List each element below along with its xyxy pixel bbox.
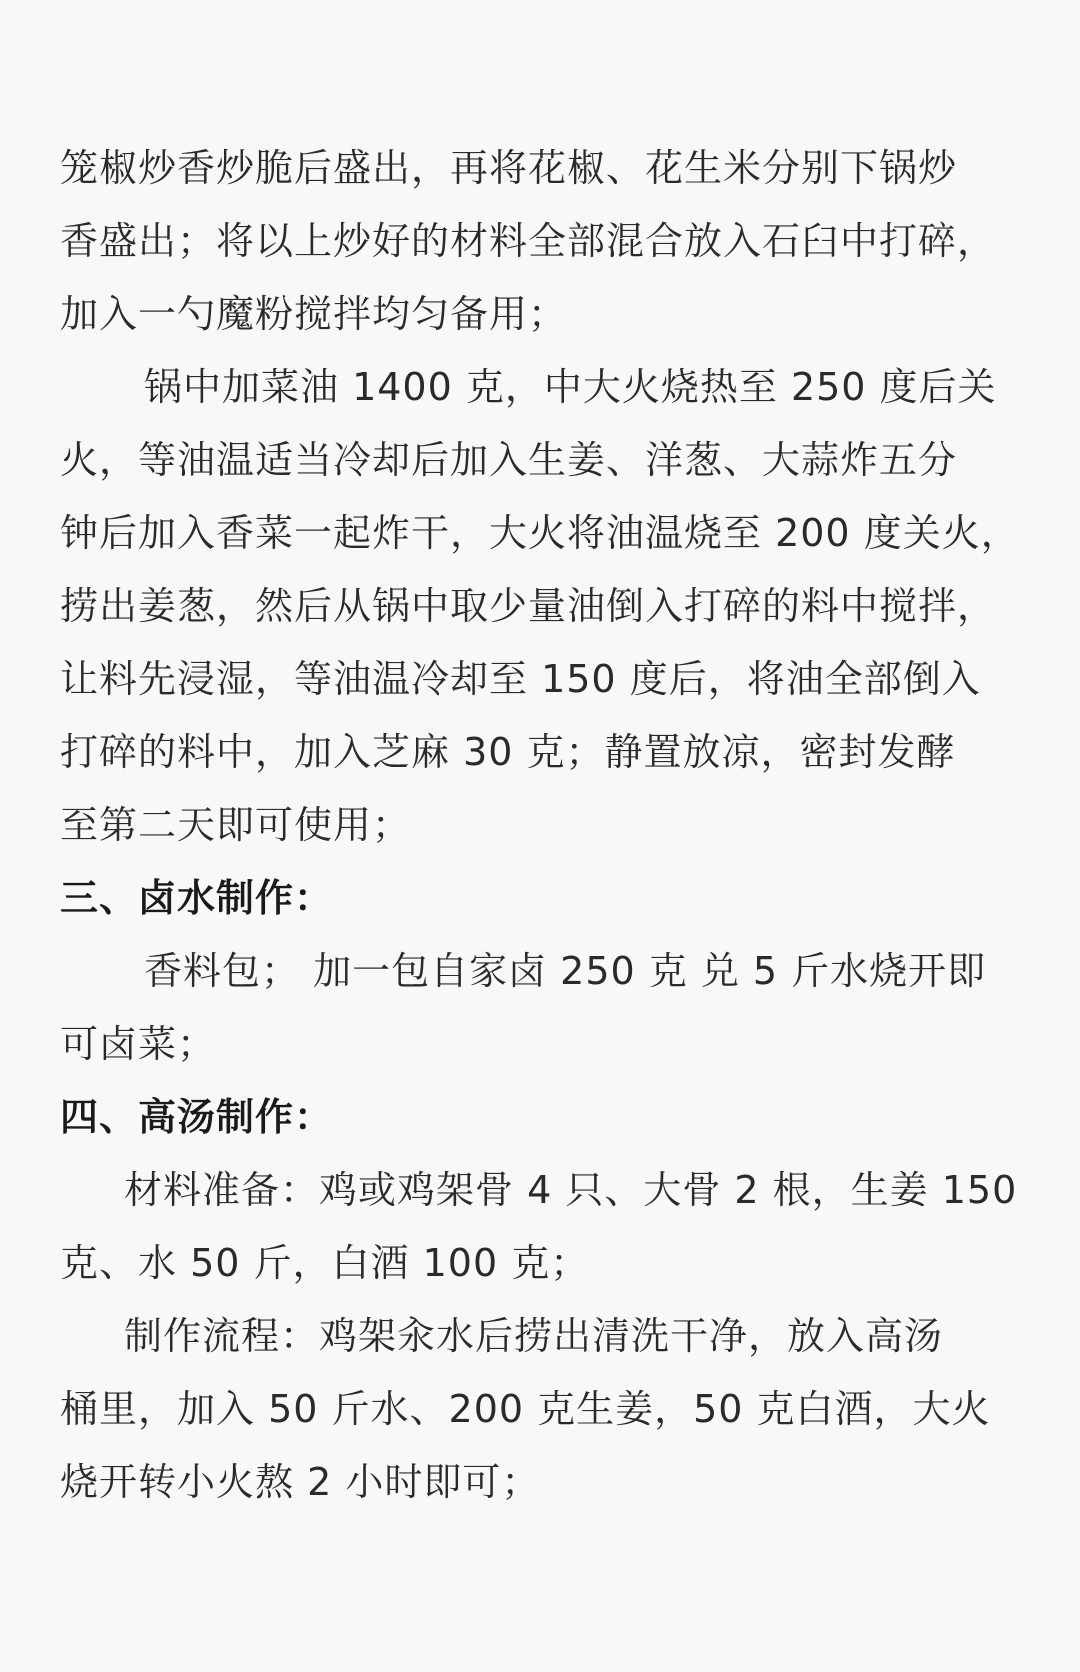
text-line: 香盛出；将以上炒好的材料全部混合放入石臼中打碎， [60,219,997,263]
text-line: 让料先浸湿，等油温冷却至 150 度后，将油全部倒入 [60,657,981,701]
text-line: 加入一勺魔粉搅拌均匀备用； [60,292,568,336]
text-line: 材料准备：鸡或鸡架骨 4 只、大骨 2 根，生姜 150 [124,1168,1018,1212]
text-line: 可卤菜； [60,1022,217,1066]
document-body [60,132,1040,1519]
text-line: 香料包； 加一包自家卤 250 克 兑 5 斤水烧开即 [144,949,987,993]
text-line: 火，等油温适当冷却后加入生姜、洋葱、大蒜炸五分 [60,438,958,482]
text-line: 烧开转小火熬 2 小时即可； [60,1460,541,1504]
text-line: 钟后加入香菜一起炸干，大火将油温烧至 200 度关火， [60,511,1020,555]
text-line: 制作流程：鸡架汆水后捞出清洗干净，放入高汤 [124,1314,944,1358]
section-heading: 三、卤水制作： [60,876,334,920]
text-line: 桶里，加入 50 斤水、200 克生姜，50 克白酒，大火 [60,1387,991,1431]
text-line: 至第二天即可使用； [60,803,412,847]
text-line: 锅中加菜油 1400 克，中大火烧热至 250 度后关 [144,365,997,409]
text-line: 打碎的料中，加入芝麻 30 克；静置放凉，密封发酵 [60,730,956,774]
text-line: 笼椒炒香炒脆后盛出，再将花椒、花生米分别下锅炒 [60,146,958,190]
section-heading: 四、高汤制作： [60,1095,334,1139]
text-line: 克、水 50 斤，白酒 100 克； [60,1241,590,1285]
text-line: 捞出姜葱，然后从锅中取少量油倒入打碎的料中搅拌， [60,584,997,628]
